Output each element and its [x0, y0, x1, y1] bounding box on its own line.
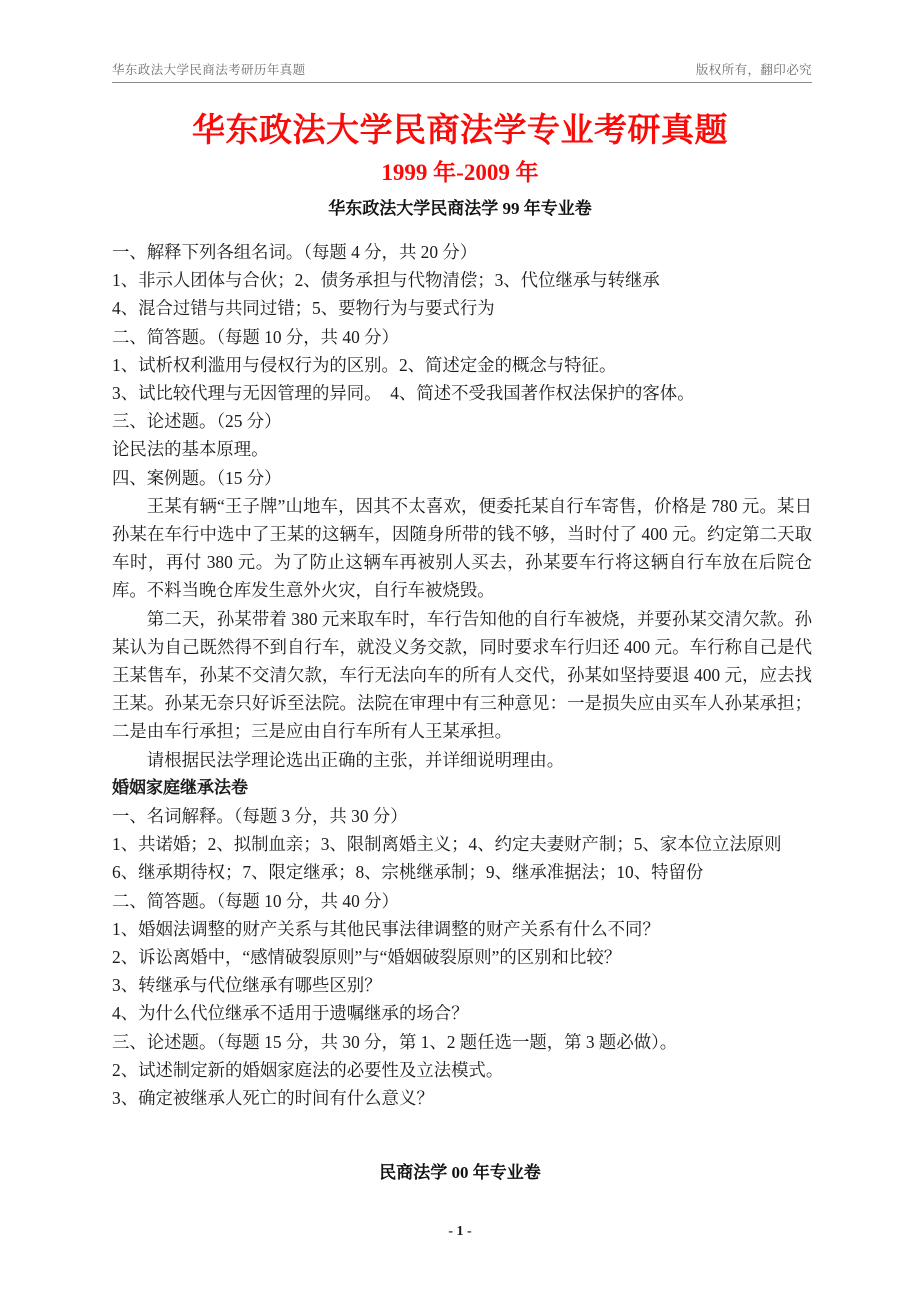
running-header — [112, 62, 812, 83]
question-line: 三、论述题。（25 分） — [112, 411, 282, 432]
paper-heading-99: 华东政法大学民商法学 99 年专业卷 — [328, 199, 592, 218]
case-paragraph: 请根据民法学理论选出正确的主张，并详细说明理由。 — [146, 749, 565, 770]
question-line: 1、试析权利滥用与侵权行为的区别。2、简述定金的概念与特征。 — [112, 354, 617, 375]
question-line: 1、婚姻法调整的财产关系与其他民事法律调整的财产关系有什么不同？ — [112, 918, 660, 939]
question-line: 3、试比较代理与无因管理的异同。 4、简述不受我国著作权法保护的客体。 — [112, 383, 695, 404]
question-line: 论民法的基本原理。 — [112, 439, 269, 460]
term-list-line: 1、共诺婚；2、拟制血亲；3、限制离婚主义；4、约定夫妻财产制；5、家本位立法原则 — [112, 834, 782, 855]
question-line: 4、为什么代位继承不适用于遗嘱继承的场合？ — [112, 1003, 469, 1024]
question-line: 3、转继承与代位继承有哪些区别？ — [112, 975, 382, 996]
question-line: 3、确定被继承人死亡的时间有什么意义？ — [112, 1088, 434, 1109]
question-line: 一、名词解释。（每题 3 分，共 30 分） — [112, 806, 408, 827]
header-left-text: 华东政法大学民商法考研历年真题 — [112, 63, 306, 77]
document-title: 华东政法大学民商法学专业考研真题 — [192, 110, 728, 149]
document-body — [112, 238, 812, 1112]
question-line: 4、混合过错与共同过错；5、要物行为与要式行为 — [112, 298, 495, 319]
section-heading-marriage-law: 婚姻家庭继承法卷 — [112, 777, 248, 798]
case-paragraph: 第二天，孙某带着 380 元来取车时，车行告知他的自行车被烧，并要孙某交清欠款。孙某认为自己既然得不到自行车，就没义务交款，同时要求车行归还 400 元。车行称自己是代王某售车，孙某不交清欠款，车行无法向车的所有人交代，孙某如坚持要退 400 元，应去找王某。孙某无奈只好诉至法院。法院在审理中有三种意见：一是损失应由买车人孙某承担；二是由车行承担；三是应由自行车所有人王某承担。 — [112, 608, 812, 742]
document-year-range: 1999 年-2009 年 — [381, 160, 539, 185]
question-line: 二、简答题。（每题 10 分，共 40 分） — [112, 326, 399, 347]
page-number: - 1 - — [448, 1224, 472, 1239]
question-line: 2、试述制定新的婚姻家庭法的必要性及立法模式。 — [112, 1059, 504, 1080]
paper-heading-00: 民商法学 00 年专业卷 — [379, 1163, 541, 1182]
question-line: 一、解释下列各组名词。（每题 4 分，共 20 分） — [112, 242, 478, 262]
question-line: 三、论述题。（每题 15 分，共 30 分，第 1、2 题任选一题，第 3 题必做）。 — [112, 1031, 678, 1052]
question-line: 2、诉讼离婚中，“感情破裂原则”与“婚姻破裂原则”的区别和比较？ — [112, 947, 622, 968]
question-line: 1、非示人团体与合伙；2、债务承担与代物清偿；3、代位继承与转继承 — [112, 270, 660, 291]
question-line: 6、继承期待权；7、限定继承；8、宗桃继承制；9、继承准据法；10、特留份 — [112, 862, 704, 883]
header-right-text: 版权所有，翻印必究 — [695, 63, 812, 77]
question-line: 二、简答题。（每题 10 分，共 40 分） — [112, 890, 399, 911]
case-paragraph: 王某有辆“王子牌”山地车，因其不太喜欢，便委托某自行车寄售，价格是 780 元。某日孙某在车行中选中了王某的这辆车，因随身所带的钱不够，当时付了 400 元。约定第二天取车时，再付 380 元。为了防止这辆车再被别人买去，孙某要车行将这辆自行车放在后院仓库。不料当晚仓库发生意外火灾，自行车被烧毁。 — [112, 495, 812, 601]
question-line: 四、案例题。（15 分） — [112, 467, 282, 488]
